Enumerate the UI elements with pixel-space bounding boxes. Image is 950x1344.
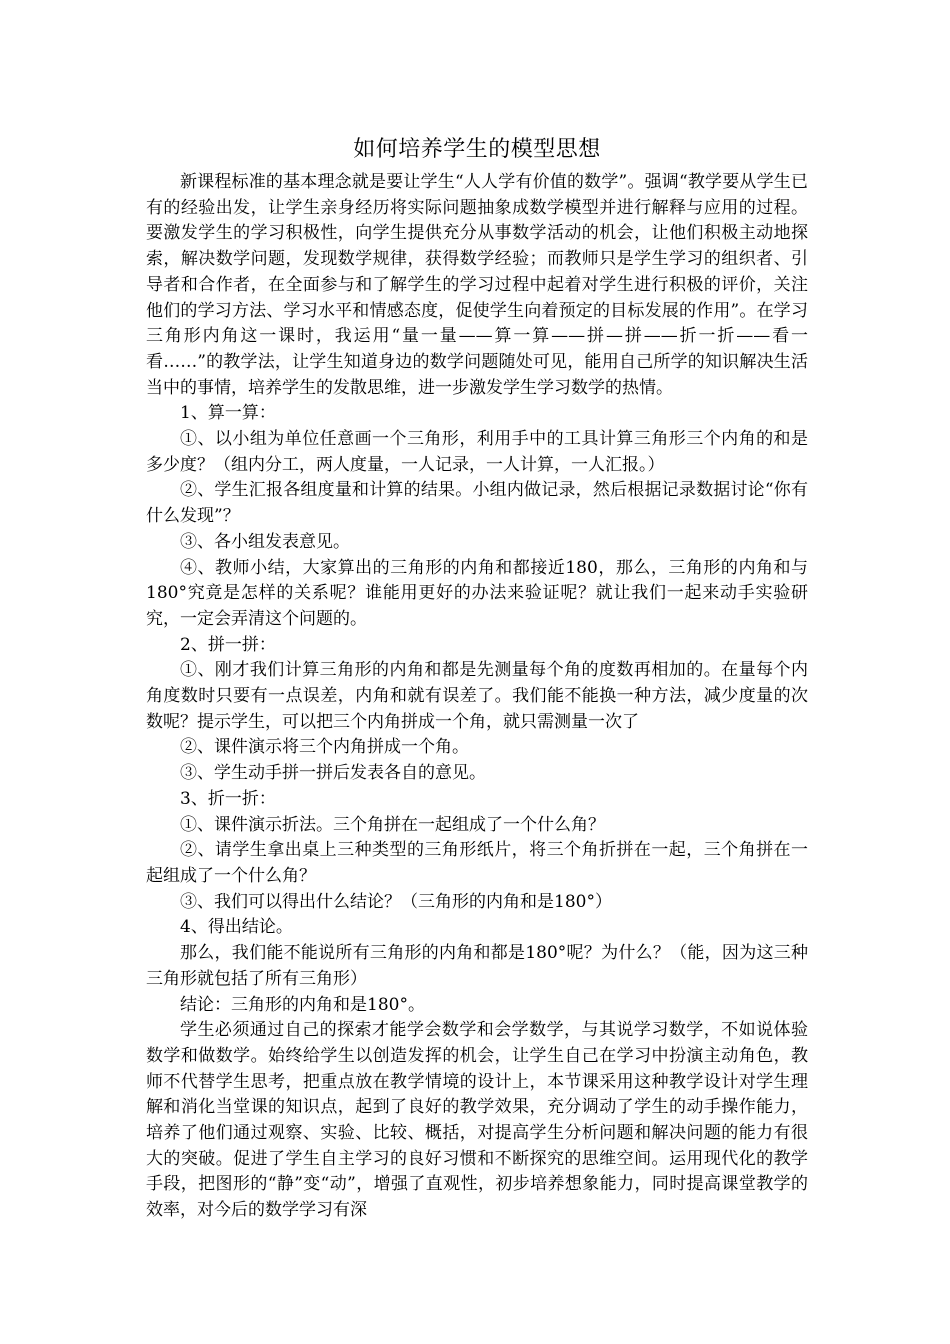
conclusion-statement: 结论：三角形的内角和是180°。 bbox=[180, 994, 425, 1015]
piece-step-3: ③、学生动手拼一拼后发表各自的意见。 bbox=[180, 763, 486, 784]
fold-step-1: ①、课件演示折法。三个角拼在一起组成了一个什么角？ bbox=[180, 814, 605, 835]
calculate-step-2: ②、学生汇报各组度量和计算的结果。小组内做记录，然后根据记录数据讨论“你有什么发现”？ bbox=[146, 480, 808, 527]
document-body bbox=[146, 132, 808, 1224]
document-title: 如何培养学生的模型思想 bbox=[353, 137, 601, 162]
fold-step-3: ③、我们可以得出什么结论？（三角形的内角和是180°） bbox=[180, 891, 612, 912]
calculate-step-3: ③、各小组发表意见。 bbox=[180, 531, 350, 552]
reflection-paragraph: 学生必须通过自己的探索才能学会数学和会学数学，与其说学习数学，不如说体验数学和做数学。始终给学生以创造发挥的机会，让学生自己在学习中扮演主动角色，教师不代替学生思考，把重点放在教学情境的设计上，本节课采用这种教学设计对学生理解和消化当堂课的知识点，起到了良好的教学效果，充分调动了学生的动手操作能力，培养了他们通过观察、实验、比较、概括，对提高学生分析问题和解决问题的能力有很大的突破。促进了学生自主学习的良好习惯和不断探究的思维空间。运用现代化的教学手段，把图形的“静”变“动”，增强了直观性，初步培养想象能力，同时提高课堂教学的效率，对今后的数学学习有深 bbox=[146, 1020, 808, 1221]
section-heading-calculate: 1、算一算： bbox=[180, 403, 276, 424]
section-heading-fold: 3、折一折： bbox=[180, 788, 276, 809]
section-heading-conclusion: 4、得出结论。 bbox=[180, 917, 293, 938]
intro-paragraph: 新课程标准的基本理念就是要让学生“人人学有价值的数学”。强调“教学要从学生已有的经验出发，让学生亲身经历将实际问题抽象成数学模型并进行解释与应用的过程。要激发学生的学习积极性，向学生提供充分从事数学活动的机会，让他们积极主动地探索，解决数学问题，发现数学规律，获得数学经验；而教师只是学生学习的组织者、引导者和合作者，在全面参与和了解学生的学习过程中起着对学生进行积极的评价，关注他们的学习方法、学习水平和情感态度，促使学生向着预定的目标发展的作用”。在学习三角形内角这一课时，我运用“量一量——算一算——拼—拼——折一折——看一看……”的教学法，让学生知道身边的数学问题随处可见，能用自己所学的知识解决生活当中的事情，培养学生的发散思维，进一步激发学生学习数学的热情。 bbox=[146, 172, 808, 398]
piece-step-1: ①、刚才我们计算三角形的内角和都是先测量每个角的度数再相加的。在量每个内角度数时只要有一点误差，内角和就有误差了。我们能不能换一种方法，减少度量的次数呢？提示学生，可以把三个内角拼成一个角，就只需测量一次了 bbox=[146, 660, 808, 732]
piece-step-2: ②、课件演示将三个内角拼成一个角。 bbox=[180, 737, 469, 758]
calculate-step-4: ④、教师小结，大家算出的三角形的内角和都接近180，那么，三角形的内角和与180°究竟是怎样的关系呢？谁能用更好的办法来验证呢？就让我们一起来动手实验研究，一定会弄清这个问题的。 bbox=[146, 557, 808, 629]
conclusion-question: 那么，我们能不能说所有三角形的内角和都是180°呢？为什么？（能，因为这三种三角形就包括了所有三角形） bbox=[146, 943, 808, 989]
calculate-step-1: ①、以小组为单位任意画一个三角形，利用手中的工具计算三角形三个内角的和是多少度？（组内分工，两人度量，一人记录，一人计算，一人汇报。） bbox=[146, 429, 808, 475]
section-heading-piece: 2、拼一拼： bbox=[180, 634, 276, 655]
fold-step-2: ②、请学生拿出桌上三种类型的三角形纸片，将三个角折拼在一起，三个角拼在一起组成了一个什么角？ bbox=[146, 840, 808, 886]
